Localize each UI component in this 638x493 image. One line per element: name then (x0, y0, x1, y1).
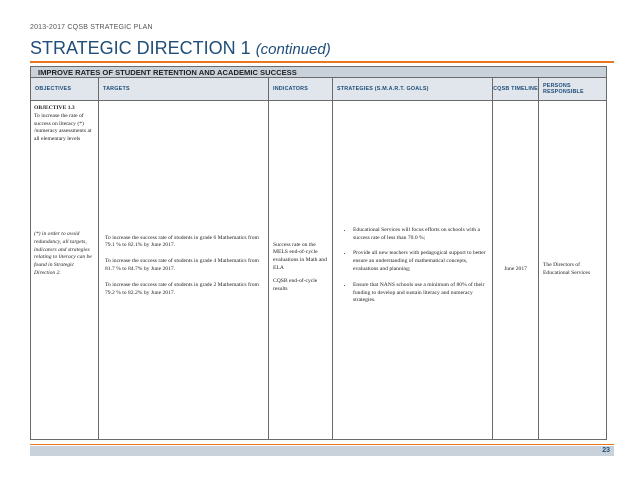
target-item: To increase the success rate of students in grade 6 Mathematics from 79.1 % to 82.1% by June 2017. (105, 234, 259, 249)
timeline-cell: June 2017 (493, 101, 539, 440)
column-header-targets: TARGETS (99, 78, 269, 101)
page-number: 23 (30, 446, 614, 456)
indicator-item: CQSB end-of-cycle results (273, 277, 318, 292)
strategy-item: • Ensure that NANS schools use a minimum of 80% of their funding to develop and sustain literacy and numeracy strategies. (353, 282, 486, 305)
page-title-main: STRATEGIC DIRECTION 1 (30, 38, 256, 58)
strategy-table (30, 66, 607, 440)
column-header-indicators: INDICATORS (269, 78, 333, 101)
strategies-list (339, 227, 486, 306)
plan-label: 2013-2017 CQSB STRATEGIC PLAN (30, 24, 153, 31)
table-row (31, 101, 607, 440)
strategies-cell (333, 101, 493, 440)
strategy-item: • Provide all new teachers with pedagogical support to better ensure an understanding of mathematical concepts, evaluations and planning; (353, 250, 486, 273)
objective-title: OBJECTIVE 1.3 (34, 105, 75, 111)
target-item: To increase the success rate of students in grade 4 Mathematics from 81.7 % to 84.7% by June 2017. (105, 258, 259, 272)
strategy-item: • Educational Services will focus efforts on schools with a success rate of less than 70.0 %; (353, 227, 486, 243)
targets-cell (99, 101, 269, 440)
table-banner: IMPROVE RATES OF STUDENT RETENTION AND ACADEMIC SUCCESS (31, 67, 607, 78)
objective-cell (31, 101, 99, 440)
objective-note: (*) in order to avoid redundancy, all targets, indicators and strategies relating to literacy can be found in Strategic Direction 2. (34, 231, 92, 277)
title-rule (30, 61, 614, 63)
indicator-item: Success rate on the MELS end-of-cycle evaluations in Math and ELA (273, 241, 327, 271)
column-header-timeline: CQSB TIMELINE (493, 78, 539, 101)
bottom-rule (30, 444, 614, 445)
column-header-persons: PERSONS RESPONSIBLE (539, 78, 607, 101)
indicators-cell (269, 101, 333, 440)
persons-cell: The Directors of Educational Services (539, 101, 607, 440)
objective-text: To increase the rate of success on literacy (*) /numeracy assessments at all elementary levels (34, 112, 92, 143)
page-title (30, 38, 331, 59)
page-title-suffix: (continued) (255, 41, 331, 58)
column-header-strategies: STRATEGIES (S.M.A.R.T. GOALS) (333, 78, 493, 101)
target-item: To increase the success rate of students in grade 2 Mathematics from 79.2 % to 82.2% by June 2017. (105, 281, 259, 296)
strategy-table-wrapper (30, 66, 606, 440)
column-header-objectives: OBJECTIVES (31, 78, 99, 101)
